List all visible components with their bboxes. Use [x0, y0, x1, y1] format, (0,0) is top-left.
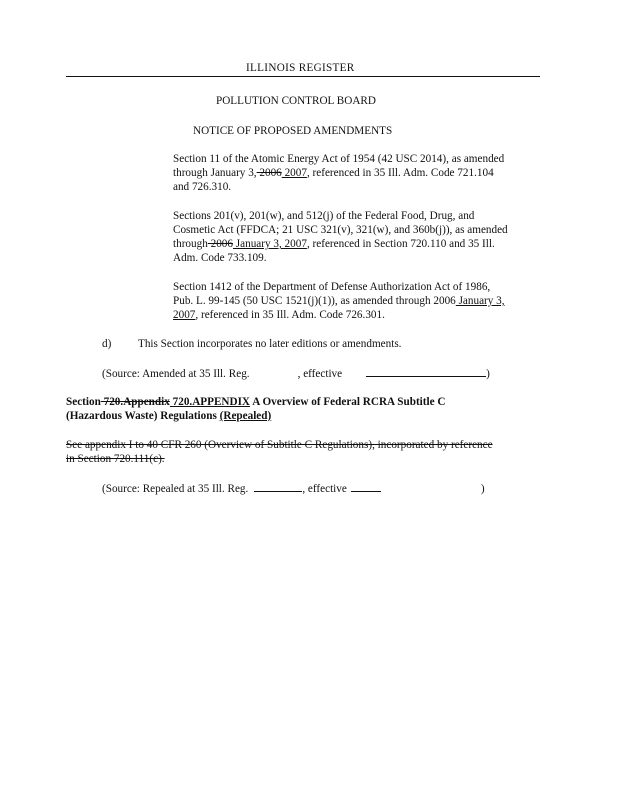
header-rule	[66, 76, 540, 77]
para3-line3	[173, 308, 385, 323]
para3-line1: Section 1412 of the Department of Defense Authorization Act of 1986,	[173, 281, 491, 293]
item-d-text: This Section incorporates no later editions or amendments.	[138, 338, 402, 350]
para2-deleted-year: 2006	[207, 238, 233, 250]
para3-text-b: Pub. L. 99-145 (50 USC 1521(j)(1)), as amended through 2006	[173, 295, 456, 307]
section-heading-prefix: Section	[66, 396, 101, 408]
para2-line1: Sections 201(v), 201(w), and 512(j) of the Federal Food, Drug, and	[173, 210, 475, 222]
para2-text-c: through	[173, 238, 208, 250]
source2-text-b: , effective	[302, 483, 347, 495]
para2-text-c2: , referenced in Section 720.110 and 35 Ill.	[306, 238, 495, 250]
repealed-text-line2: in Section 720.111(c).	[66, 453, 165, 465]
source2-text-c: )	[480, 483, 485, 495]
source1-text-c: )	[486, 368, 490, 380]
para1-text-c: , referenced in 35 Ill. Adm. Code 721.104	[306, 167, 494, 179]
section-heading-rest: A Overview of Federal RCRA Subtitle C	[250, 396, 446, 408]
para3-text-c: , referenced in 35 Ill. Adm. Code 726.301.	[195, 309, 385, 321]
register-title: ILLINOIS REGISTER	[246, 62, 355, 74]
para2-line3	[173, 237, 495, 252]
para2-line4: Adm. Code 733.109.	[173, 252, 267, 264]
para1-deleted-year: 2006	[256, 167, 282, 179]
source2-text-a: (Source: Repealed at 35 Ill. Reg.	[102, 483, 249, 495]
section-heading-line2	[66, 409, 271, 424]
para2-inserted-date: January 3, 2007	[232, 238, 307, 250]
board-title: POLLUTION CONTROL BOARD	[216, 95, 376, 107]
para3-line2	[173, 294, 505, 309]
section-heading-line2-text: (Hazardous Waste) Regulations	[66, 410, 220, 422]
source2-line	[102, 481, 485, 497]
source1-line	[102, 366, 490, 382]
para3-inserted-date-b: 2007	[173, 309, 196, 321]
para2-line2: Cosmetic Act (FFDCA; 21 USC 321(v), 321(w), and 360b(j)), as amended	[173, 224, 508, 236]
source2-date-blank	[351, 481, 381, 492]
para1-inserted-year: 2007	[281, 167, 307, 179]
source2-reg-blank	[254, 481, 302, 492]
source1-text-b: , effective	[297, 368, 343, 380]
source1-date-blank	[366, 366, 486, 377]
item-d-marker: d)	[102, 338, 112, 350]
para3-inserted-date-a: January 3,	[455, 295, 505, 307]
para1-line2	[173, 166, 494, 181]
section-heading-repealed: (Repealed)	[219, 410, 272, 422]
repealed-text-line1: See appendix I to 40 CFR 260 (Overview of Subtitle C Regulations), incorporated by reference	[66, 439, 493, 451]
notice-title: NOTICE OF PROPOSED AMENDMENTS	[193, 125, 393, 137]
source1-text-a: (Source: Amended at 35 Ill. Reg.	[102, 368, 250, 380]
section-heading-line1	[66, 395, 445, 410]
section-heading-deleted: 720.Appendix	[100, 396, 170, 408]
para1-line3: and 726.310.	[173, 181, 232, 193]
para1-line1: Section 11 of the Atomic Energy Act of 1954 (42 USC 2014), as amended	[173, 153, 505, 165]
para1-text-b: through January 3,	[173, 167, 257, 179]
section-heading-inserted: 720.APPENDIX	[169, 396, 251, 408]
